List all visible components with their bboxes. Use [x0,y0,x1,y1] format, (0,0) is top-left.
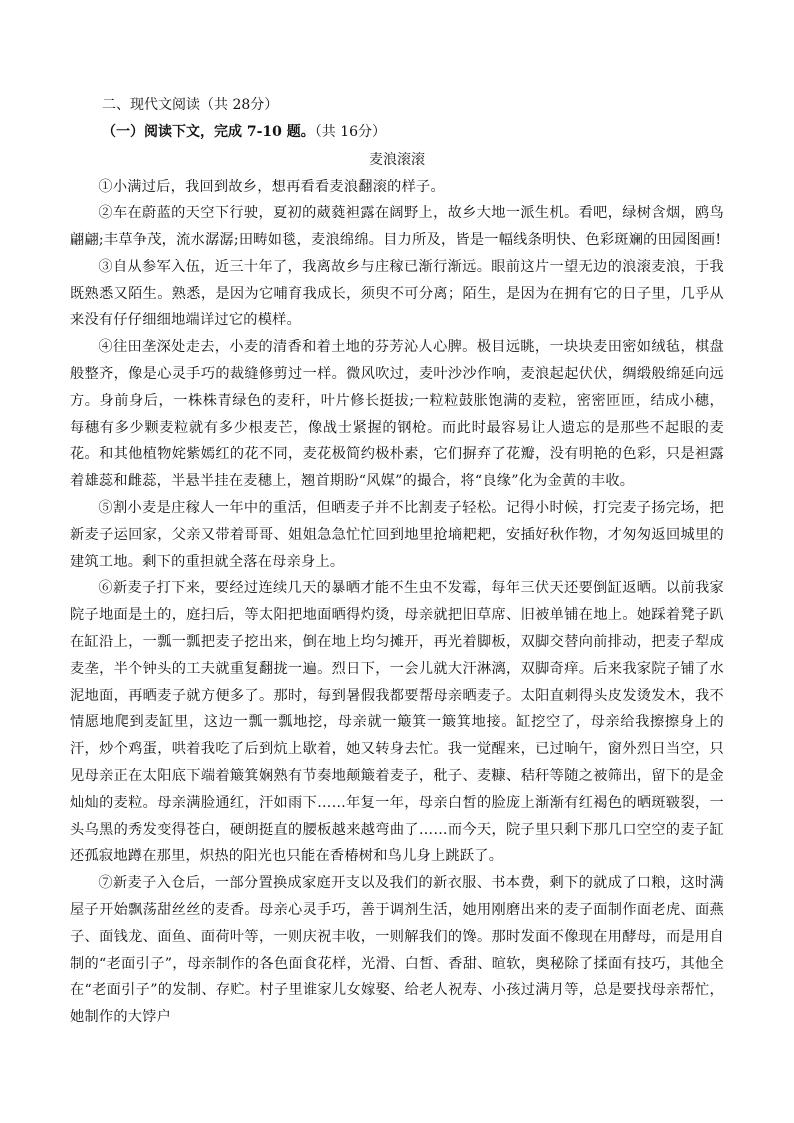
paragraph-7: ⑦新麦子入仓后，一部分置换成家庭开支以及我们的新衣服、书本费，剩下的就成了口粮，这时满屋子开始飘荡甜丝丝的麦香。母亲心灵手巧，善于调剂生活，她用刚磨出来的麦子面制作面老虎、面燕子、面钱龙、面鱼、面荷叶等，一则庆祝丰收，一则解我们的馋。那时发面不像现在用酵母，而是用自制的“老面引子”，母亲制作的各色面食花样，光滑、白皙、香甜、暄软，奥秘除了揉面有技巧，其他全在“老面引子”的发制、存贮。村子里谁家儿女嫁娶、给老人祝寿、小孩过满月等，总是要找母亲帮忙，她制作的大饽户 [70,875,724,1026]
paragraph-6: ⑥新麦子打下来，要经过连续几天的暴晒才能不生虫不发霉，每年三伏天还要倒缸返晒。以前我家院子地面是土的，庭扫后，等太阳把地面晒得灼烫，母亲就把旧草席、旧被单铺在地上。她踩着凳子趴在缸沿上，一瓢一瓢把麦子挖出来，倒在地上均匀摊开，再光着脚板，双脚交替向前排动，把麦子犁成麦垄，半个钟头的工夫就重复翻拢一遍。烈日下，一会儿就大汗淋漓，双脚奇痒。后来我家院子铺了水泥地面，再晒麦子就方便多了。那时，每到暑假我都要帮母亲晒麦子。太阳直刺得头皮发烫发木，我不情愿地爬到麦缸里，这边一瓢一瓢地挖，母亲就一簸箕一簸箕地接。缸挖空了，母亲给我擦擦身上的汗，炒个鸡蛋，哄着我吃了后到炕上歇着，她又转身去忙。我一觉醒来，已过晌午，窗外烈日当空，只见母亲正在太阳底下端着簸箕娴熟有节奏地颠簸着麦子，秕子、麦糠、秸秆等随之被筛出，留下的是金灿灿的麦粒。母亲满脸通红，汗如雨下……年复一年，母亲白皙的脸庞上渐渐有红褐色的晒斑皲裂，一头乌黑的秀发变得苍白，硬朗挺直的腰板越来越弯曲了……而今天，院子里只剩下那几口空空的麦子缸还孤寂地蹲在那里，炽热的阳光也只能在香椿树和鸟儿身上跳跃了。 [70,580,724,865]
paragraph-5: ⑤割小麦是庄稼人一年中的重活，但晒麦子并不比割麦子轻松。记得小时候，打完麦子扬完场，把新麦子运回家，父亲又带着哥哥、姐姐急急忙忙回到地里抢墒耙耙，安插好秋作物，才匆匆返回城里的建筑工地。剩下的重担就全落在母亲身上。 [70,500,724,570]
paragraph-2: ②车在蔚蓝的天空下行驶，夏初的葳蕤袒露在阔野上，故乡大地一派生机。看吧，绿树含烟，鸥鸟翩翩;丰草争茂，流水潺潺;田畴如毯，麦浪绵绵。目力所及，皆是一幅线条明快、色彩斑斓的田园图画! [70,205,724,249]
paragraph-4: ④往田垄深处走去，小麦的清香和着土地的芬芳沁人心脾。极目远眺，一块块麦田密如绒毡，棋盘般整齐，像是心灵手巧的裁缝修剪过一样。微风吹过，麦叶沙沙作响，麦浪起起伏伏，绸缎般绵延向远方。身前身后，一株株青绿色的麦秆，叶片修长挺拔;一粒粒鼓胀饱满的麦粒，密密匝匝，结成小穗，每穗有多少颗麦粒就有多少根麦芒，像战士紧握的钢枪。而此时最容易让人遗忘的是那些不起眼的麦花。和其他植物姹紫嫣红的花不同，麦花极简约极朴素，它们摒弃了花瓣，没有明艳的色彩，只是袒露着雄蕊和雌蕊，半悬半挂在麦穗上，翘首期盼“风媒”的撮合，将“良缘”化为金黄的丰收。 [70,339,724,490]
paragraph-3: ③自从参军入伍，近三十年了，我离故乡与庄稼已渐行渐远。眼前这片一望无边的浪滚麦浪，于我既熟悉又陌生。熟悉，是因为它哺育我成长，须臾不可分离；陌生，是因为在拥有它的日子里，几乎从来没有仔仔细细地端详过它的模样。 [70,258,724,329]
article-title: 麦浪滚滚 [369,152,425,168]
question-instruction [102,122,386,142]
instruction-points: （共 16分） [314,124,387,140]
section-title: 二、现代文阅读（共 28分） [102,97,279,113]
instruction-main: （一）阅读下文，完成 7-10 题。 [102,124,315,140]
article-body [70,174,724,1032]
paragraph-1: ①小满过后，我回到故乡，想再看看麦浪翻滚的样子。 [98,178,445,195]
